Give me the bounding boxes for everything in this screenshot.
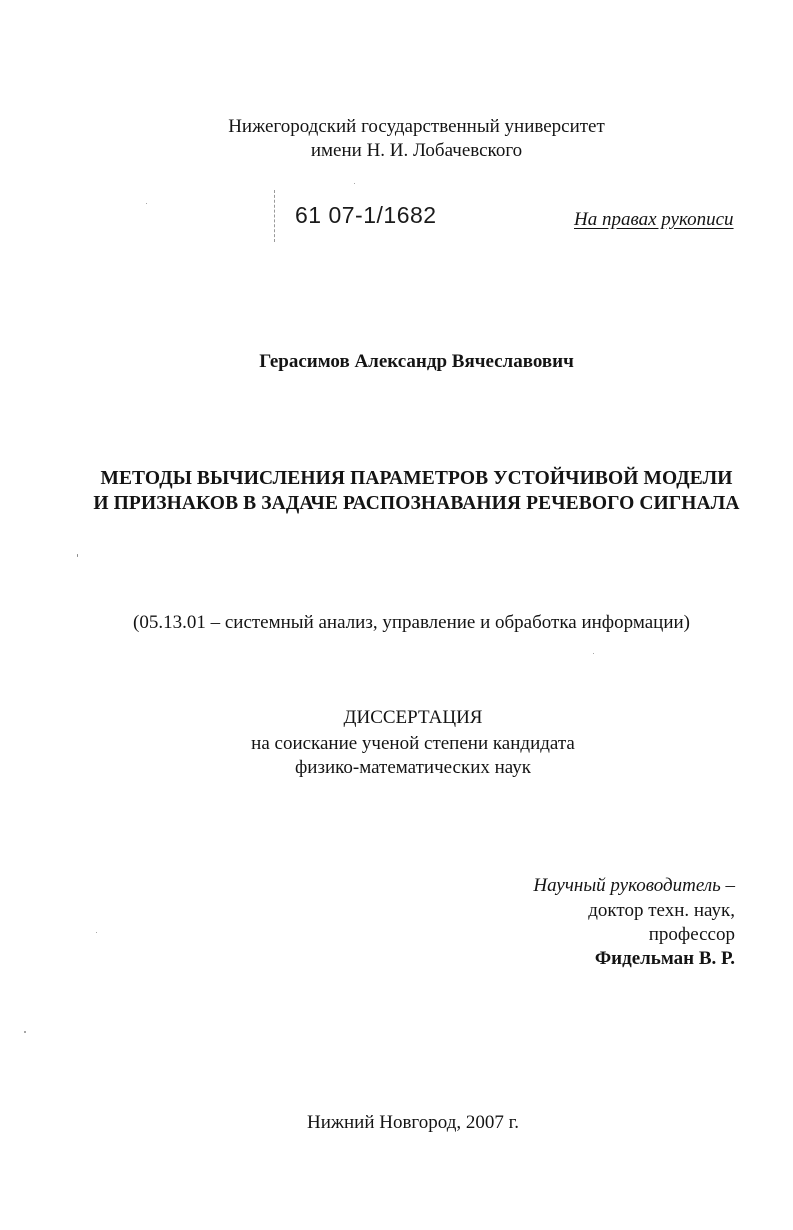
supervisor-degree: доктор техн. наук, [588, 900, 735, 921]
scan-speck [96, 932, 97, 933]
thesis-title-line2: И ПРИЗНАКОВ В ЗАДАЧЕ РАСПОЗНАВАНИЯ РЕЧЕВОГО СИГНАЛА [93, 493, 740, 514]
library-stamp-code: 61 07-1/1682 [295, 202, 437, 228]
supervisor-name: Фидельман В. Р. [594, 948, 735, 969]
degree-line1: на соискание ученой степени кандидата [251, 733, 575, 754]
dissertation-heading: ДИССЕРТАЦИЯ [343, 707, 483, 728]
supervisor-rank: профессор [648, 924, 735, 945]
degree-line2: физико-математических наук [294, 757, 532, 778]
university-name-line2: имени Н. И. Лобачевского [310, 140, 523, 161]
thesis-title-line1: МЕТОДЫ ВЫЧИСЛЕНИЯ ПАРАМЕТРОВ УСТОЙЧИВОЙ МОДЕЛИ [100, 468, 733, 489]
scan-speck [24, 1031, 26, 1033]
scan-speck [593, 653, 594, 654]
place-and-year: Нижний Новгород, 2007 г. [306, 1112, 520, 1133]
supervisor-role: Научный руководитель – [533, 875, 735, 896]
scan-speck [77, 554, 78, 557]
stamp-mark [274, 190, 276, 242]
specialty-code: (05.13.01 – системный анализ, управление и обработка информации) [133, 612, 690, 633]
manuscript-rights-note: На правах рукописи [574, 209, 734, 230]
author-name: Герасимов Александр Вячеславович [259, 351, 574, 372]
scan-speck [354, 183, 355, 184]
scan-speck [146, 203, 147, 204]
university-name-line1: Нижегородский государственный университет [228, 116, 605, 137]
